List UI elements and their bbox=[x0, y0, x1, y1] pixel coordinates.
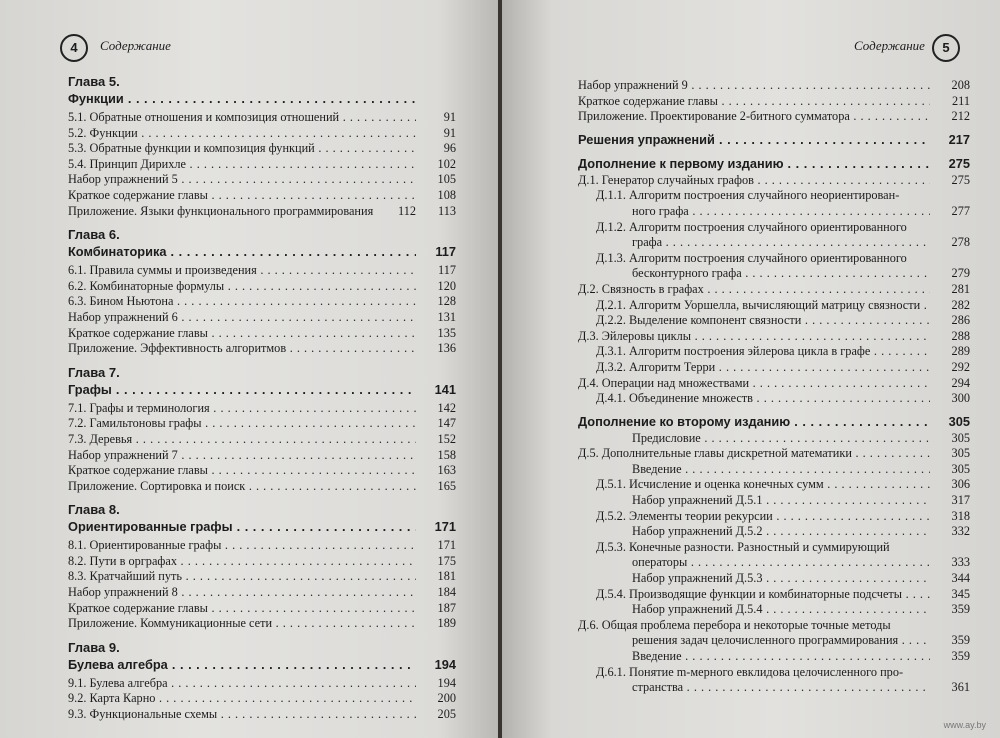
toc-entry bbox=[68, 188, 456, 204]
toc-entry-title: Д.2.2. Выделение компонент связности . . . bbox=[578, 313, 930, 329]
toc-entry-title: Д.3.2. Алгоритм Терри . . . bbox=[578, 360, 930, 376]
page-number-badge: 5 bbox=[932, 34, 960, 62]
toc-entry-page: 217 bbox=[948, 131, 970, 147]
toc-entry-page: 344 bbox=[951, 571, 970, 586]
toc-entry-title: 7.2. Гамильтоновы графы . . . bbox=[68, 416, 416, 432]
toc-entry-title: Набор упражнений 7 . . . bbox=[68, 448, 416, 464]
toc-entry-title: Краткое содержание главы . . . bbox=[68, 326, 416, 342]
toc-entry-title: Набор упражнений 9 . . . bbox=[578, 78, 930, 94]
toc-entry bbox=[578, 251, 970, 267]
chapter-title bbox=[68, 243, 456, 261]
toc-entry-title: Набор упражнений 5 . . . bbox=[68, 172, 416, 188]
toc-entry-page: 282 bbox=[951, 297, 970, 312]
toc-entry bbox=[578, 431, 970, 447]
toc-entry bbox=[68, 126, 456, 142]
toc-entry-page: 128 bbox=[437, 294, 456, 309]
toc-entry-title: ного графа . . . bbox=[578, 204, 930, 220]
toc-entry bbox=[578, 360, 970, 376]
toc-entry-page: 212 bbox=[951, 109, 970, 124]
toc-entry-title: Ориентированные графы . . . bbox=[68, 518, 416, 536]
toc-entry-page: 184 bbox=[437, 585, 456, 600]
toc-entry-title: Введение . . . bbox=[578, 649, 930, 665]
chapter-title bbox=[68, 518, 456, 536]
toc-entry bbox=[68, 141, 456, 157]
toc-entry-title: Д.3. Эйлеровы циклы . . . bbox=[578, 329, 930, 345]
toc-entry-title: Предисловие . . . bbox=[578, 431, 930, 447]
toc-entry bbox=[68, 326, 456, 342]
toc-entry-title: Приложение. Сортировка и поиск . . . bbox=[68, 479, 416, 495]
toc-entry bbox=[578, 173, 970, 189]
toc-entry-title: 9.2. Карта Карно . . . bbox=[68, 691, 416, 707]
toc-entry bbox=[578, 94, 970, 110]
toc-entry-title: 8.3. Кратчайший путь . . . bbox=[68, 569, 416, 585]
chapter-number: Глава 7. bbox=[68, 364, 120, 380]
toc-entry bbox=[578, 391, 970, 407]
toc-entry bbox=[578, 555, 970, 571]
toc-entry bbox=[68, 341, 456, 357]
chapter-number: Глава 6. bbox=[68, 227, 120, 243]
toc-entry-page: 281 bbox=[951, 281, 970, 296]
page-number-badge: 4 bbox=[60, 34, 88, 62]
toc-entry-title: Функции . . . bbox=[68, 90, 416, 108]
toc-entry-page: 117 bbox=[438, 263, 456, 278]
toc-entry-page: 294 bbox=[951, 375, 970, 390]
toc-entry bbox=[578, 571, 970, 587]
toc-entry-page: 305 bbox=[948, 413, 970, 429]
toc-entry-page: 359 bbox=[951, 649, 970, 663]
chapter-title bbox=[68, 90, 456, 108]
toc-entry-title: Приложение. Коммуникационные сети . . . bbox=[68, 616, 416, 632]
left-page bbox=[0, 0, 498, 738]
toc-entry bbox=[68, 401, 456, 417]
toc-entry-title: Решения упражнений . . . bbox=[578, 131, 930, 149]
toc-entry-title: Д.4.1. Объединение множеств . . . bbox=[578, 391, 930, 407]
toc-entry-page: 211 bbox=[952, 93, 970, 108]
toc-entry-page: 171 bbox=[434, 519, 456, 535]
toc-entry bbox=[578, 131, 970, 149]
toc-entry-title: Краткое содержание главы . . . bbox=[578, 94, 930, 110]
toc-entry-title: Приложение. Эффективность алгоритмов . . . bbox=[68, 341, 416, 357]
toc-entry-page: 105 bbox=[437, 172, 456, 187]
toc-entry-page: 332 bbox=[951, 524, 970, 539]
toc-entry bbox=[578, 235, 970, 251]
toc-entry bbox=[68, 448, 456, 464]
toc-entry bbox=[68, 463, 456, 479]
toc-entry-page: 189 bbox=[437, 616, 456, 631]
toc-entry-page: 286 bbox=[951, 313, 970, 328]
toc-entry-page: 361 bbox=[951, 680, 970, 695]
toc-entry-page: 152 bbox=[437, 431, 456, 446]
toc-entry-page: 135 bbox=[437, 325, 456, 340]
toc-entry bbox=[578, 204, 970, 220]
toc-entry bbox=[68, 310, 456, 326]
toc-entry-title: 5.1. Обратные отношения и композиция отношений . . . bbox=[68, 110, 416, 126]
toc-entry-title: Дополнение ко второму изданию . . . bbox=[578, 413, 930, 431]
toc-entry-title: Набор упражнений Д.5.1 . . . bbox=[578, 493, 930, 509]
toc-entry-title: Краткое содержание главы . . . bbox=[68, 188, 416, 204]
toc-entry bbox=[68, 569, 456, 585]
toc-entry-title: Набор упражнений 6 . . . bbox=[68, 310, 416, 326]
toc-entry-page: 306 bbox=[951, 477, 970, 492]
toc-entry-page: 158 bbox=[437, 447, 456, 462]
toc-entry bbox=[68, 479, 456, 495]
toc-entry bbox=[68, 263, 456, 279]
toc-entry-title: странства . . . bbox=[578, 680, 930, 696]
toc-entry bbox=[578, 587, 970, 603]
toc-entry-page: 208 bbox=[951, 78, 970, 92]
toc-entry bbox=[68, 616, 456, 632]
toc-entry-title: 9.1. Булева алгебра . . . bbox=[68, 676, 416, 692]
toc-entry bbox=[578, 633, 970, 649]
watermark: www.ay.by bbox=[943, 720, 986, 730]
toc-entry-page: 175 bbox=[437, 553, 456, 568]
toc-entry-title: Д.5. Дополнительные главы дискретной математики . . . bbox=[578, 446, 930, 462]
toc-entry-page: 96 bbox=[443, 141, 456, 156]
toc-entry-title: Д.5.3. Конечные разности. Разностный и суммирующий bbox=[596, 539, 890, 554]
toc-entry-title: Краткое содержание главы . . . bbox=[68, 463, 416, 479]
toc-entry-page: 91 bbox=[443, 110, 456, 124]
toc-entry bbox=[578, 78, 970, 94]
toc-entry-page: 318 bbox=[951, 508, 970, 523]
toc-entry-title: Д.6.1. Понятие m-мерного евклидова целочисленного про- bbox=[596, 664, 904, 679]
toc-entry-title: 6.3. Бином Ньютона . . . bbox=[68, 294, 416, 310]
toc-entry-title: 8.2. Пути в орграфах . . . bbox=[68, 554, 416, 570]
toc-entry-title: Д.1. Генератор случайных графов . . . bbox=[578, 173, 930, 189]
toc-entry-title: Д.3.1. Алгоритм построения эйлерова цикла в графе . . . bbox=[578, 344, 930, 360]
toc-entry-page: 275 bbox=[951, 172, 970, 187]
chapter-number: Глава 8. bbox=[68, 502, 120, 518]
toc-entry-title: Д.1.2. Алгоритм построения случайного ориентированного bbox=[596, 219, 907, 234]
toc-entry-title: Комбинаторика . . . bbox=[68, 243, 416, 261]
toc-entry-title: Краткое содержание главы . . . bbox=[68, 601, 416, 617]
toc-entry-page: 112 bbox=[398, 203, 416, 218]
toc-entry bbox=[578, 376, 970, 392]
toc-entry-page: 171 bbox=[437, 538, 456, 553]
toc-entry-page: 288 bbox=[951, 328, 970, 343]
toc-entry bbox=[68, 676, 456, 692]
toc-entry-page: 141 bbox=[434, 381, 456, 397]
toc-entry-page: 275 bbox=[948, 155, 970, 171]
toc-entry bbox=[578, 155, 970, 173]
toc-entry-title: Д.2. Связность в графах . . . bbox=[578, 282, 930, 298]
chapter-number: Глава 9. bbox=[68, 639, 120, 655]
toc-entry-page: 187 bbox=[437, 600, 456, 615]
toc-entry bbox=[578, 477, 970, 493]
chapter-title bbox=[68, 656, 456, 674]
toc-entry-title: 9.3. Функциональные схемы . . . bbox=[68, 707, 416, 723]
toc-entry bbox=[68, 172, 456, 188]
toc-entry bbox=[578, 413, 970, 431]
toc-entry-page: 108 bbox=[437, 187, 456, 202]
toc-entry-page: 102 bbox=[437, 156, 456, 171]
toc-entry-title: Д.6. Общая проблема перебора и некоторые точные методы bbox=[578, 617, 891, 632]
toc-entry-title: решения задач целочисленного программирования . . . bbox=[578, 633, 930, 649]
toc-entry bbox=[68, 157, 456, 173]
toc-right bbox=[578, 78, 970, 696]
toc-entry bbox=[578, 509, 970, 525]
toc-entry-page: 359 bbox=[951, 633, 970, 648]
toc-entry-page: 181 bbox=[437, 569, 456, 584]
toc-entry bbox=[578, 665, 970, 681]
toc-entry-page: 136 bbox=[437, 341, 456, 356]
toc-entry-page: 131 bbox=[437, 309, 456, 324]
toc-entry bbox=[578, 680, 970, 696]
toc-entry bbox=[578, 329, 970, 345]
toc-entry bbox=[68, 601, 456, 617]
toc-entry bbox=[68, 110, 456, 126]
toc-entry-page: 120 bbox=[437, 278, 456, 293]
toc-entry bbox=[68, 707, 456, 723]
toc-entry-page: 194 bbox=[437, 675, 456, 690]
toc-entry-title: Дополнение к первому изданию . . . bbox=[578, 155, 930, 173]
toc-entry-page: 305 bbox=[951, 461, 970, 476]
toc-entry bbox=[578, 446, 970, 462]
toc-entry bbox=[68, 204, 456, 220]
toc-entry bbox=[578, 344, 970, 360]
toc-entry-title: Д.1.3. Алгоритм построения случайного ориентированного bbox=[596, 250, 907, 265]
toc-entry-page: 292 bbox=[951, 359, 970, 374]
toc-entry-title: Д.5.1. Исчисление и оценка конечных сумм . . . bbox=[578, 477, 930, 493]
toc-entry bbox=[578, 524, 970, 540]
toc-entry-title: Д.2.1. Алгоритм Уоршелла, вычисляющий матрицу связности . . . bbox=[578, 298, 930, 314]
toc-entry-page: 147 bbox=[437, 416, 456, 431]
toc-entry-title: Д.5.2. Элементы теории рекурсии . . . bbox=[578, 509, 930, 525]
toc-entry-page: 300 bbox=[951, 391, 970, 406]
toc-entry-title: Д.5.4. Производящие функции и комбинаторные подсчеты . . . bbox=[578, 587, 930, 603]
toc-entry-title: Булева алгебра . . . bbox=[68, 656, 416, 674]
toc-entry-page: 289 bbox=[951, 344, 970, 359]
chapter-number: Глава 5. bbox=[68, 74, 120, 89]
toc-entry bbox=[578, 109, 970, 125]
toc-entry bbox=[578, 602, 970, 618]
toc-entry-title: Приложение. Языки функционального программирования . . . bbox=[68, 204, 376, 220]
toc-entry-page: 333 bbox=[951, 555, 970, 570]
toc-entry bbox=[68, 585, 456, 601]
toc-entry-page: 200 bbox=[437, 691, 456, 706]
toc-entry bbox=[578, 220, 970, 236]
toc-left bbox=[68, 70, 456, 727]
toc-entry bbox=[68, 294, 456, 310]
toc-entry-page: 279 bbox=[951, 266, 970, 281]
toc-entry-page: 91 bbox=[443, 125, 456, 140]
toc-entry-title: графа . . . bbox=[578, 235, 930, 251]
toc-entry-title: Набор упражнений 8 . . . bbox=[68, 585, 416, 601]
toc-entry bbox=[68, 554, 456, 570]
toc-entry-title: бесконтурного графа . . . bbox=[578, 266, 930, 282]
toc-entry bbox=[578, 540, 970, 556]
toc-entry-title: 6.1. Правила суммы и произведения . . . bbox=[68, 263, 416, 279]
toc-entry bbox=[68, 432, 456, 448]
chapter-title bbox=[68, 381, 456, 399]
toc-entry-page: 165 bbox=[437, 478, 456, 493]
toc-entry-title: Д.4. Операции над множествами . . . bbox=[578, 376, 930, 392]
toc-entry bbox=[578, 462, 970, 478]
toc-entry-title: 5.3. Обратные функции и композиция функций . . . bbox=[68, 141, 416, 157]
toc-entry-title: Набор упражнений Д.5.3 . . . bbox=[578, 571, 930, 587]
toc-entry bbox=[578, 188, 970, 204]
toc-entry-title: Графы . . . bbox=[68, 381, 416, 399]
toc-entry-title: Набор упражнений Д.5.4 . . . bbox=[578, 602, 930, 618]
toc-entry-page-extra: 113 bbox=[438, 203, 456, 218]
toc-entry bbox=[68, 279, 456, 295]
toc-entry-title: Введение . . . bbox=[578, 462, 930, 478]
toc-entry-page: 205 bbox=[437, 707, 456, 722]
toc-entry-title: Приложение. Проектирование 2-битного сумматора . . . bbox=[578, 109, 930, 125]
toc-entry-page: 163 bbox=[437, 463, 456, 478]
toc-entry-page: 317 bbox=[951, 493, 970, 508]
toc-entry-page: 278 bbox=[951, 235, 970, 250]
toc-entry bbox=[68, 691, 456, 707]
toc-entry bbox=[578, 649, 970, 665]
running-header: Содержание bbox=[854, 38, 925, 53]
toc-entry-page: 305 bbox=[951, 430, 970, 445]
toc-entry-page: 142 bbox=[437, 400, 456, 415]
toc-entry-page: 194 bbox=[434, 656, 456, 672]
toc-entry-title: 6.2. Комбинаторные формулы . . . bbox=[68, 279, 416, 295]
toc-entry bbox=[68, 416, 456, 432]
toc-entry-title: 5.4. Принцип Дирихле . . . bbox=[68, 157, 416, 173]
running-header: Содержание bbox=[100, 38, 171, 53]
toc-entry bbox=[68, 538, 456, 554]
toc-entry-page: 277 bbox=[951, 203, 970, 218]
toc-entry-title: 8.1. Ориентированные графы . . . bbox=[68, 538, 416, 554]
toc-entry bbox=[578, 266, 970, 282]
toc-entry-title: Набор упражнений Д.5.2 . . . bbox=[578, 524, 930, 540]
toc-entry bbox=[578, 618, 970, 634]
toc-entry bbox=[578, 282, 970, 298]
toc-entry-title: Д.1.1. Алгоритм построения случайного неориентирован- bbox=[596, 188, 900, 203]
toc-entry-title: 5.2. Функции . . . bbox=[68, 126, 416, 142]
right-page bbox=[502, 0, 1000, 738]
toc-entry-page: 345 bbox=[951, 586, 970, 601]
toc-entry bbox=[578, 298, 970, 314]
toc-entry-title: 7.3. Деревья . . . bbox=[68, 432, 416, 448]
toc-entry-page: 359 bbox=[951, 602, 970, 617]
toc-entry bbox=[578, 493, 970, 509]
toc-entry bbox=[578, 313, 970, 329]
toc-entry-page: 305 bbox=[951, 446, 970, 461]
toc-entry-title: операторы . . . bbox=[578, 555, 930, 571]
toc-entry-title: 7.1. Графы и терминология . . . bbox=[68, 401, 416, 417]
toc-entry-page: 117 bbox=[435, 244, 456, 260]
